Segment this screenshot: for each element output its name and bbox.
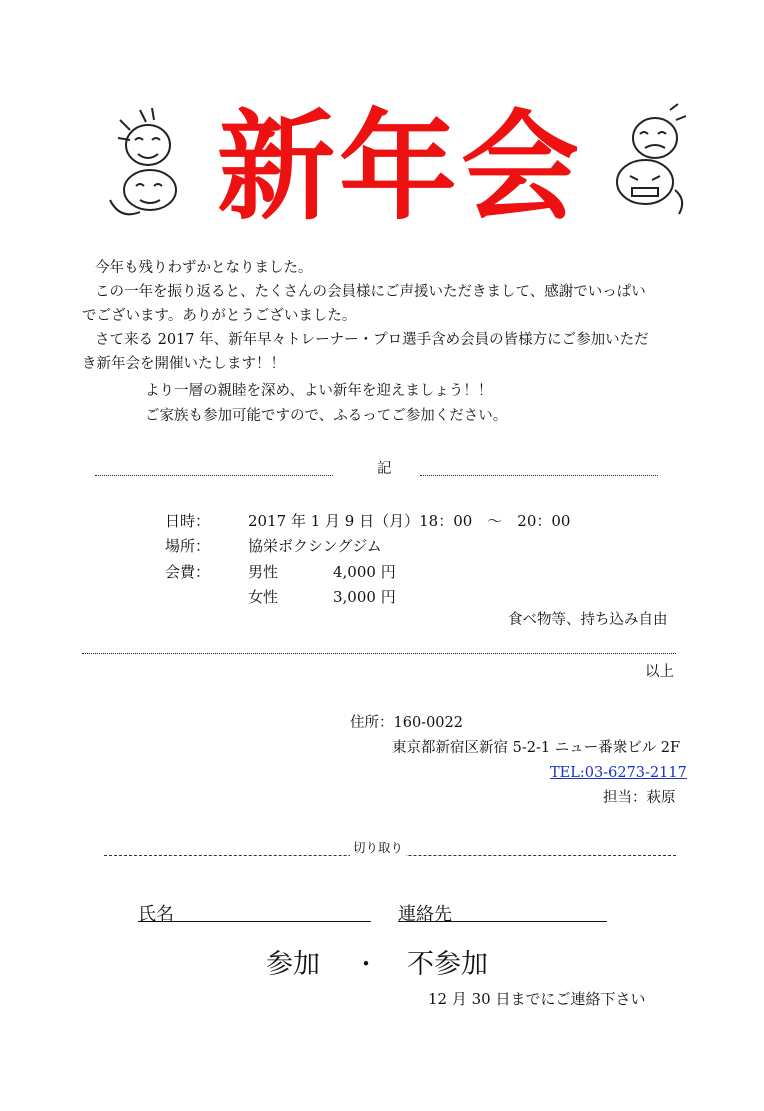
attend-option[interactable]: 参加 — [266, 949, 320, 980]
datetime-value: 2017 年 1 月 9 日（月）18：00 ～ 20：00 — [248, 512, 571, 530]
banner-title: 新年会 — [216, 98, 584, 230]
cartoon-face-right-icon — [617, 104, 686, 214]
name-field[interactable] — [138, 921, 371, 922]
ki-mark: 記 — [377, 461, 392, 477]
female-label: 女性 — [248, 588, 279, 606]
food-note: 食べ物等、持ち込み自由 — [508, 612, 668, 628]
details-bottom-divider — [82, 653, 676, 654]
datetime-label: 日時： — [165, 512, 211, 530]
intro-line-3: でございます。ありがとうございました。 — [82, 308, 357, 324]
street-address: 東京都新宿区新宿 5-2-1 ニュー番衆ビル 2F — [392, 740, 681, 756]
intro-line-7: ご家族も参加可能ですので、ふるってご参加ください。 — [145, 408, 508, 424]
fee-label: 会費： — [165, 563, 211, 581]
cartoon-face-left-icon — [110, 108, 176, 214]
female-fee: 3,000 円 — [333, 588, 396, 606]
place-value: 協栄ボクシングジム — [248, 537, 382, 555]
intro-line-5: き新年会を開催いたします！！ — [82, 356, 285, 372]
name-label: 氏名 — [138, 904, 174, 925]
not-attend-option[interactable]: 不参加 — [407, 949, 488, 980]
cutoff-label: 切り取り — [350, 838, 406, 856]
phone-link[interactable]: TEL:03-6273-2117 — [550, 765, 687, 781]
male-label: 男性 — [248, 563, 279, 581]
new-year-party-banner — [100, 90, 700, 230]
ijou-mark: 以上 — [645, 664, 674, 680]
contact-label: 連絡先 — [398, 904, 452, 925]
intro-line-2: この一年を振り返ると、たくさんの会員様にご声援いただきまして、感謝でいっぱい — [95, 284, 646, 300]
postal-address: 住所：160-0022 — [350, 715, 463, 731]
place-label: 場所： — [165, 537, 211, 555]
ki-left-divider — [95, 475, 333, 476]
contact-person: 担当：萩原 — [603, 790, 676, 806]
option-separator: ・ — [354, 950, 378, 978]
contact-field[interactable] — [398, 921, 607, 922]
male-fee: 4,000 円 — [333, 563, 396, 581]
intro-line-1: 今年も残りわずかとなりました。 — [95, 260, 313, 276]
intro-line-4: さて来る 2017 年、新年早々トレーナー・プロ選手含め会員の皆様方にご参加いただ — [95, 332, 649, 348]
ki-right-divider — [420, 475, 658, 476]
reply-deadline: 12 月 30 日までにご連絡下さい — [428, 990, 646, 1008]
intro-line-6: より一層の親睦を深め、よい新年を迎えましょう！！ — [145, 383, 493, 399]
